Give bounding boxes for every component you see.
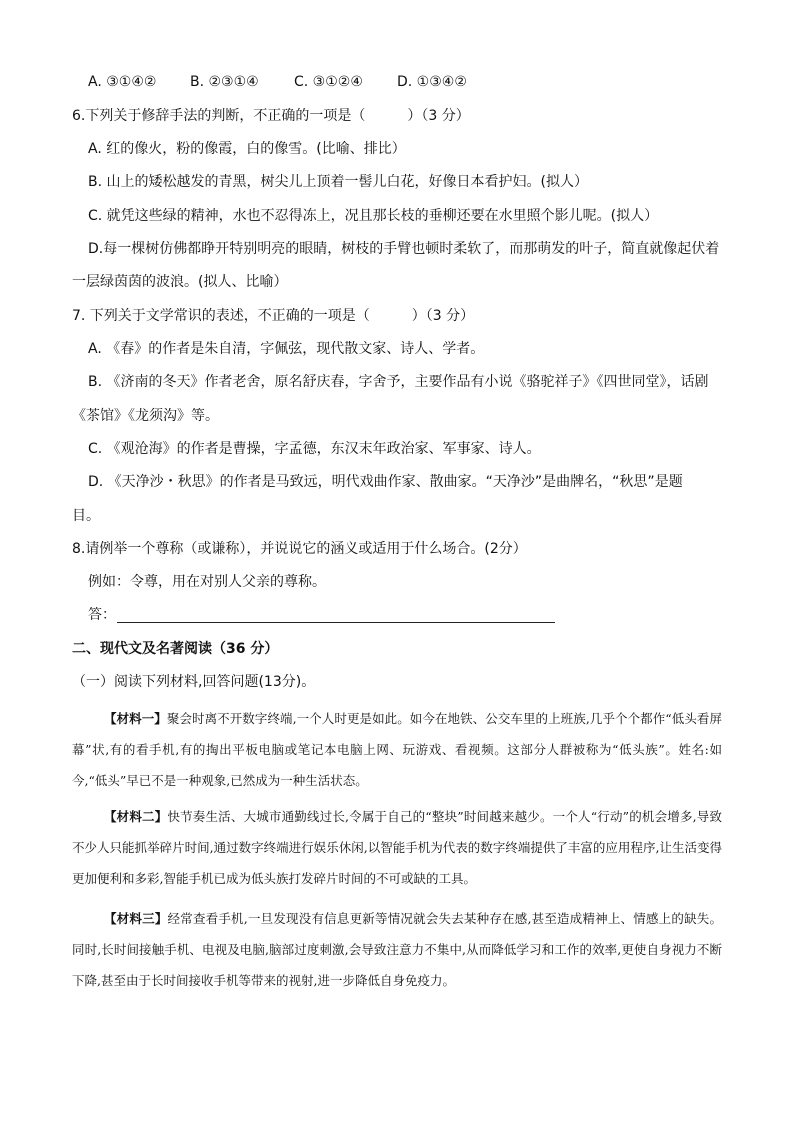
section-heading: 二、现代文及名著阅读（36 分） <box>72 641 279 657</box>
q6-stem: 6.下列关于修辞手法的判断，不正确的一项是（ ）（3 分） <box>72 108 470 124</box>
q7-option-c: C. 《观沧海》的作者是曹操，字孟德，东汉末年政治家、军事家、诗人。 <box>88 441 541 457</box>
q7-option-d-line1: D. 《天净沙・秋思》的作者是马致远，明代戏曲作家、散曲家。“天净沙”是曲牌名，“秋思”是题 <box>88 474 683 490</box>
q7-option-d-line2: 目。 <box>72 508 100 524</box>
q6-option-d-line1: D.每一棵树仿佛都睁开特别明亮的眼睛，树枝的手臂也顿时柔软了，而那萌发的叶子，简直就像起伏着 <box>88 241 720 257</box>
material-3 <box>72 903 722 996</box>
q6-option-d-line2: 一层绿茵茵的波浪。(拟人、比喻） <box>72 274 288 290</box>
q8-stem: 8.请例举一个尊称（或谦称），并说说它的涵义或适用于什么场合。(2分） <box>72 541 527 557</box>
material-2 <box>72 801 722 894</box>
q8-answer-label: 答： <box>88 607 116 623</box>
answer-blank-line[interactable] <box>117 622 555 623</box>
q7-stem: 7. 下列关于文学常识的表述，不正确的一项是（ ）（3 分） <box>72 308 475 324</box>
q7-option-b-line1: B. 《济南的冬天》作者老舍，原名舒庆春，字舍予，主要作品有小说《骆驼祥子》《四世同堂》，话剧 <box>88 374 709 390</box>
q6-option-c: C. 就凭这些绿的精神，水也不忍得冻上，况且那长枝的垂柳还要在水里照个影儿呢。(拟人） <box>88 208 659 224</box>
option-a: A. ③①④② <box>88 74 157 90</box>
material-2-tag: 【材料二】 <box>104 809 168 824</box>
material-1-text: 聚会时离不开数字终端,一个人时更是如此。如今在地铁、公交车里的上班族,几乎个个都作“低头看屏幕”状,有的看手机,有的掏出平板电脑或笔记本电脑上网、玩游戏、看视频。这部分人群被称为“低头族”。姓名:如今,“低头”早已不是一种观象,已然成为一种生活状态。 <box>72 711 722 788</box>
q6-option-b: B. 山上的矮松越发的青黑，树尖儿上顶着一髻儿白花，好像日本看护妇。(拟人） <box>88 174 588 190</box>
material-1-tag: 【材料一】 <box>104 711 167 726</box>
material-2-text: 快节奏生活、大城市通勤线过长,令属于自己的“整块”时间越来越少。一个人“行动”的机会增多,导致不少人只能抓举碎片时间,通过数字终端进行娱乐休闲,以智能手机为代表的数字终端提供了丰富的应用程序,让生活变得更加便利和多彩,智能手机已成为低头族打发碎片时间的不可或缺的工具。 <box>72 809 722 886</box>
q6-option-a: A. 红的像火，粉的像霞，白的像雪。(比喻、排比） <box>88 141 406 157</box>
q7-option-b-line2: 《茶馆》《龙须沟》等。 <box>72 408 219 424</box>
option-c: C. ③①②④ <box>294 74 363 90</box>
option-b: B. ②③①④ <box>190 74 259 90</box>
q7-option-a: A. 《春》的作者是朱自清，字佩弦，现代散文家、诗人、学者。 <box>88 341 485 357</box>
material-3-text: 经常查看手机,一旦发现没有信息更新等情况就会失去某种存在感,甚至造成精神上、情感上的缺失。同时,长时间接触手机、电视及电脑,脑部过度刺激,会导致注意力不集中,从而降低学习和工作的效率,更使自身视力不断下降,甚至由于长时间接收手机等带来的视射,进一步降低自身免疫力。 <box>72 911 722 988</box>
option-d: D. ①③④② <box>397 74 467 90</box>
material-3-tag: 【材料三】 <box>104 911 168 926</box>
q8-example: 例如：令尊，用在对别人父亲的尊称。 <box>88 574 326 590</box>
material-1 <box>72 703 722 796</box>
section-sub-heading: （一）阅读下列材料,回答问题(13分)。 <box>72 674 316 690</box>
